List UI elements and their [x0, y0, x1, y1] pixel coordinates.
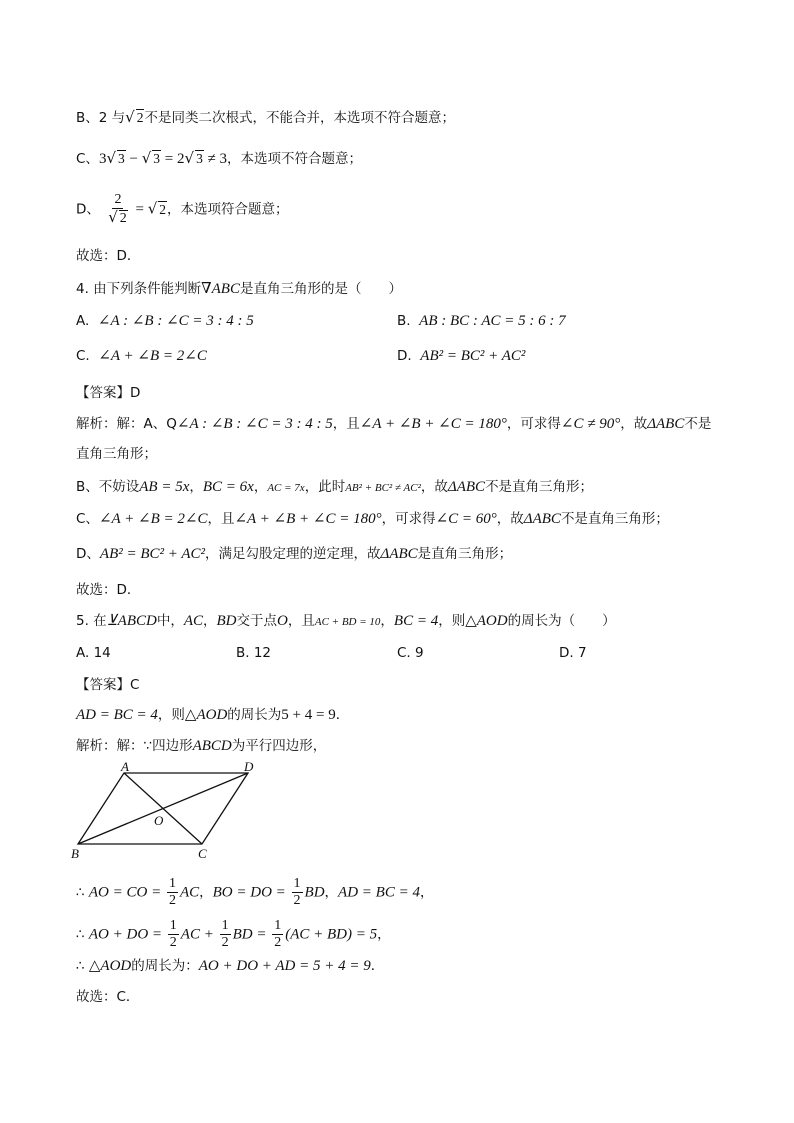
text: ， — [419, 884, 434, 901]
text: ，且 — [332, 416, 360, 432]
radicand: 3 — [153, 151, 161, 166]
text: ，故 — [420, 479, 448, 495]
text: ，可求得 — [506, 416, 561, 432]
math: ∠C = 60° — [435, 511, 497, 527]
q4-option-b — [397, 311, 566, 331]
therefore-symbol: ∴ — [76, 926, 85, 943]
q5-choice: 故选：C． — [76, 989, 140, 1005]
math: AB² = BC² + AC² — [99, 546, 206, 562]
text: 的周长为 — [227, 707, 282, 723]
text: D、 — [76, 201, 100, 218]
q4-option-c — [76, 346, 207, 366]
fraction — [292, 876, 303, 909]
q4-option-d — [397, 346, 525, 366]
math: ∠A + ∠B = 2∠C — [98, 511, 208, 527]
text: ． — [335, 707, 350, 723]
numerator: 1 — [221, 918, 229, 933]
sqrt-sign: √ — [125, 108, 135, 126]
vertex-c-label: C — [198, 846, 207, 861]
math: (AC + BD) = 5 — [285, 926, 378, 943]
text: 中， — [156, 613, 184, 629]
denominator: 2 — [293, 893, 301, 908]
text: ，故 — [620, 416, 648, 432]
math: BD — [216, 613, 237, 629]
numerator: 1 — [168, 876, 176, 891]
math: AC — [183, 613, 203, 629]
q4-solution-c — [76, 509, 669, 529]
math: AO = CO = — [88, 884, 165, 901]
q4-option-a — [76, 311, 254, 331]
text: ，且 — [287, 613, 315, 629]
text: ， — [253, 479, 268, 495]
text: ， — [203, 613, 217, 629]
radicand: 2 — [159, 201, 167, 217]
text: ， — [380, 613, 394, 629]
text: 不是同类二次根式，不能合并，本选项不符合题意； — [144, 110, 455, 126]
text: 解析：解：∵四边形 — [76, 738, 193, 754]
sol3-option-c — [76, 148, 362, 169]
math: 3 — [98, 151, 107, 167]
math: ΔABC — [647, 416, 685, 432]
denominator: 2 — [221, 935, 229, 950]
radicand: 2 — [119, 211, 127, 226]
text: C、 — [76, 511, 99, 527]
text: 交于点 — [236, 613, 277, 629]
text: ， — [199, 884, 213, 901]
q5-solution-intro — [76, 736, 326, 756]
math: ≠ 3 — [203, 151, 228, 167]
therefore-symbol: ∴ — [76, 884, 85, 901]
text: ， — [324, 884, 339, 901]
sqrt-sign: √ — [184, 149, 195, 167]
q5-answer: 【答案】C — [76, 677, 140, 693]
q4-solution-b — [76, 477, 593, 498]
math: ∠C ≠ 90° — [560, 416, 621, 432]
diagonal-bd — [78, 773, 248, 844]
option-label: D. — [397, 348, 412, 364]
sqrt-sign: √ — [141, 149, 152, 167]
radicand: 3 — [196, 151, 203, 166]
math: AB² + BC² ≠ AC² — [345, 482, 421, 494]
q5-option-b: B. 12 — [236, 645, 272, 661]
math: BD — [304, 884, 325, 901]
q4-choice: 故选：D． — [76, 582, 141, 598]
text: 为平行四边形， — [231, 738, 327, 754]
numerator: 1 — [169, 918, 177, 933]
math: AB = 5x — [139, 479, 190, 495]
math: ABCD — [192, 738, 232, 754]
vertex-d-label: D — [244, 762, 254, 774]
radicand: 2 — [136, 110, 144, 125]
math: △AOD — [184, 707, 228, 723]
text: B、2 与 — [76, 110, 126, 126]
math: AO + DO + AD = 5 + 4 = 9 — [198, 958, 371, 974]
math: AD = BC = 4 — [76, 707, 158, 723]
math: △AOD — [88, 958, 132, 974]
text: 不是 — [684, 416, 712, 432]
q5-step-2 — [76, 918, 391, 951]
denominator — [106, 209, 130, 227]
therefore-symbol: ∴ — [76, 958, 85, 974]
text: 的周长为： — [131, 958, 199, 974]
sol3-choice: 故选：D． — [76, 248, 141, 264]
math: ∇ABC — [201, 281, 240, 297]
text: ，本选项不符合题意； — [227, 151, 363, 167]
q4-answer: 【答案】D — [76, 385, 141, 401]
text: 不是直角三角形； — [560, 511, 669, 527]
numerator: 2 — [114, 192, 122, 207]
math: ∠A + ∠B + ∠C = 180° — [359, 416, 507, 432]
q5-option-d: D. 7 — [559, 645, 587, 661]
math: AC + BD = 10 — [314, 616, 381, 628]
math: BD = — [232, 926, 271, 943]
denominator: 2 — [274, 935, 282, 950]
text: 是直角三角形的是（ ） — [239, 281, 402, 297]
math: AC = 7x — [267, 482, 305, 494]
sqrt-sign: √ — [106, 149, 116, 167]
text: D、 — [76, 546, 100, 562]
math: AO + DO = — [88, 926, 166, 943]
denominator: 2 — [168, 893, 176, 908]
math: AC — [179, 884, 200, 901]
option-label: A. — [76, 313, 90, 329]
math: AD = BC = 4 — [338, 884, 420, 901]
text: ，此时 — [304, 479, 346, 495]
text: 解析：解：A、Q — [76, 416, 177, 432]
text: ，则 — [157, 707, 185, 723]
math: ∠A : ∠B : ∠C = 3 : 4 : 5 — [176, 416, 333, 432]
text: ，本选项符合题意； — [167, 201, 289, 218]
text: 的周长为（ ） — [507, 613, 616, 629]
math: ∠A + ∠B + ∠C = 180° — [234, 511, 382, 527]
q5-stem — [76, 611, 616, 632]
text: ，且 — [207, 511, 235, 527]
radicand: 3 — [118, 151, 125, 166]
math: AC + — [180, 926, 218, 943]
q5-option-a: A. 14 — [76, 645, 111, 661]
parallelogram-figure — [66, 762, 266, 862]
sqrt-sign: √ — [147, 199, 158, 218]
text: ，满足勾股定理的逆定理，故 — [205, 546, 381, 562]
q5-step-1 — [76, 876, 433, 909]
math: − — [125, 151, 142, 167]
q5-step-3 — [76, 956, 384, 976]
text: ，则 — [438, 613, 466, 629]
vertex-b-label: B — [71, 846, 79, 861]
sqrt-sign: √ — [108, 208, 118, 226]
math: = 2 — [161, 151, 185, 167]
math: △AOD — [465, 613, 508, 629]
text: 5. 在 — [76, 613, 107, 629]
text: B、不妨设 — [76, 479, 140, 495]
math: ΔABC — [380, 546, 418, 562]
text: ， — [189, 479, 203, 495]
center-o-label: O — [154, 813, 164, 828]
fraction — [168, 918, 179, 951]
math: ΔABC — [523, 511, 561, 527]
math: BC = 4 — [393, 613, 439, 629]
numerator: 1 — [293, 876, 301, 891]
math: O — [277, 613, 288, 629]
math: ∠A : ∠B : ∠C = 3 : 4 : 5 — [97, 313, 254, 329]
q4-solution-a-cont: 直角三角形； — [76, 446, 157, 462]
math: ⊻ABCD — [106, 613, 157, 629]
text: ，故 — [496, 511, 524, 527]
denominator: 2 — [169, 935, 177, 950]
math: AB² = BC² + AC² — [420, 348, 526, 364]
option-label: C. — [76, 348, 90, 364]
math: ∠A + ∠B = 2∠C — [98, 348, 207, 364]
q4-stem — [76, 279, 402, 299]
fraction — [272, 918, 283, 951]
math: AB : BC : AC = 5 : 6 : 7 — [419, 313, 566, 329]
option-label: B. — [397, 313, 411, 329]
math: BC = 6x — [202, 479, 254, 495]
text: ， — [377, 926, 391, 943]
math: = — [131, 201, 148, 218]
text: ． — [370, 958, 385, 974]
text: 4. 由下列条件能判断 — [76, 281, 202, 297]
numerator: 1 — [274, 918, 282, 933]
q4-solution-a — [76, 414, 711, 434]
math: 5 + 4 = 9 — [281, 707, 336, 723]
sol3-option-b — [76, 107, 455, 128]
vertex-a-label: A — [121, 762, 129, 774]
fraction — [220, 918, 231, 951]
fraction — [167, 876, 178, 909]
text: ，可求得 — [381, 511, 436, 527]
q5-option-c: C. 9 — [397, 645, 424, 661]
text: 是直角三角形； — [417, 546, 513, 562]
text: C、 — [76, 151, 99, 167]
q4-solution-d — [76, 544, 512, 564]
text: 不是直角三角形； — [485, 479, 594, 495]
q5-perimeter-line — [76, 705, 349, 725]
math: BO = DO = — [212, 884, 290, 901]
fraction — [106, 192, 130, 227]
sol3-option-d — [76, 192, 289, 227]
math: ΔABC — [447, 479, 486, 495]
